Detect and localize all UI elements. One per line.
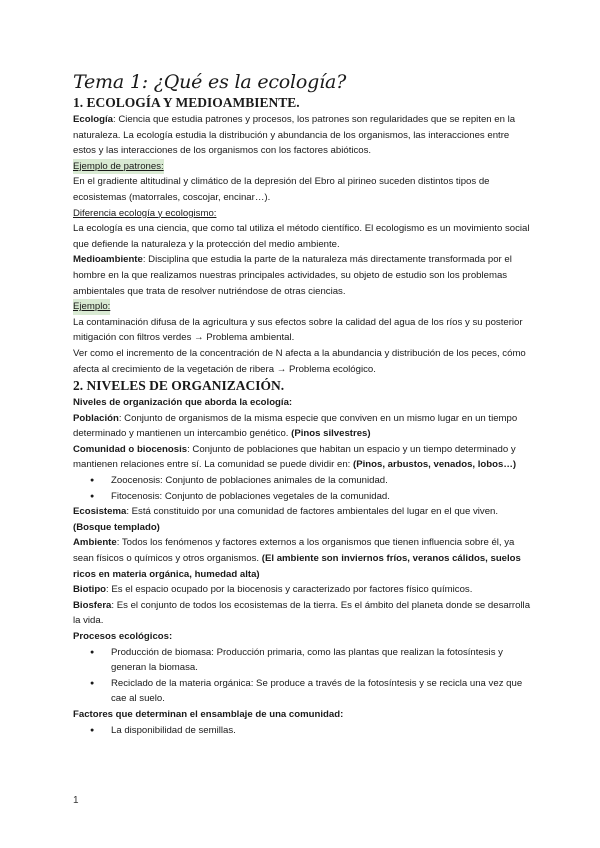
definition-ecosistema (73, 504, 533, 535)
paragraph-ejemplo-2: Ver como el incremento de la concentración de N afecta a la abundancia y distribución de los peces, cómo afecta al crecimiento de la vegetación de ribera → Problema ecológico. (73, 347, 526, 375)
term-ecosistema: Ecosistema (73, 506, 127, 518)
factores-list (73, 723, 533, 739)
list-item: ● Reciclado de la materia orgánica: Se produce a través de la fotosíntesis y se recicla una vez que cae al suelo. (111, 676, 533, 707)
section-heading-2: 2. NIVELES DE ORGANIZACIÓN. (73, 378, 285, 394)
definition-medioambiente (73, 252, 533, 299)
subheading-diferencia: Diferencia ecología y ecologismo: (73, 207, 217, 219)
subheading-wrapper (73, 299, 533, 315)
document-page (73, 70, 533, 738)
list-item: ● Zoocenosis: Conjunto de poblaciones animales de la comunidad. (111, 473, 533, 489)
list-item: ● Fitocenosis: Conjunto de poblaciones vegetales de la comunidad. (111, 489, 533, 505)
term-biotipo: Biotipo (73, 584, 107, 596)
definition-text: : Ciencia que estudia patrones y procesos, los patrones son regularidades que se repiten en la naturaleza. La ecología estudia la distribución y abundancia de los organismos, las interacciones entre estos y las interacciones de los organismos con los factores abióticos. (73, 114, 516, 157)
definition-comunidad (73, 442, 533, 473)
subheading-ejemplo-patrones: Ejemplo de patrones: (73, 159, 164, 175)
term-ecologia: Ecología (73, 114, 113, 125)
paragraph-ejemplo-patrones: En el gradiente altitudinal y climático de la depresión del Ebro al pirineo suceden distintos tipos de ecosistemas (matorrales, coscojar, encinar…). (73, 176, 490, 203)
page-number: 1 (73, 795, 79, 806)
definition-text: : Está constituido por una comunidad de factores ambientales del lugar en el que viven. (126, 506, 499, 518)
subheading-wrapper (73, 159, 533, 175)
definition-text: : Todos los fenómenos y factores externos a los organismos que tienen influencia sobre él, ya sean físicos o químicos y otros organismos. (73, 537, 515, 565)
label-procesos: Procesos ecológicos: (73, 631, 173, 642)
term-biosfera: Biosfera (73, 599, 112, 611)
definition-text: : Conjunto de organismos de la misma especie que conviven en un mismo lugar en un tiempo determinado y mantienen un intercambio genético. (73, 412, 518, 440)
subheading-wrapper (73, 206, 533, 222)
definition-biotipo (73, 582, 533, 598)
term-medioambiente: Medioambiente (73, 254, 143, 266)
example-ecosistema: (Bosque templado) (73, 521, 160, 533)
definition-ambiente (73, 535, 533, 582)
paragraph-ejemplo-1: La contaminación difusa de la agricultura y sus efectos sobre la calidad del agua de los ríos y su posterior mitigación con filtros verdes → Problema ambiental. (73, 316, 523, 344)
term-ambiente: Ambiente (73, 537, 117, 549)
definition-biosfera (73, 598, 533, 629)
label-niveles: Niveles de organización que aborda la ecología: (73, 397, 293, 409)
subheading-ejemplo: Ejemplo: (73, 299, 110, 315)
term-poblacion: Población (73, 412, 119, 424)
definition-text: : Conjunto de poblaciones que habitan un espacio y un tiempo determinado y mantienen relaciones entre sí. La comunidad se puede dividir en: (73, 443, 516, 471)
example-comunidad: (Pinos, arbustos, venados, lobos…) (353, 459, 517, 471)
section-heading-1: 1. ECOLOGÍA Y MEDIOAMBIENTE. (73, 95, 300, 110)
list-item: ● La disponibilidad de semillas. (111, 723, 533, 739)
example-ambiente: (El ambiente son inviernos fríos, veranos cálidos, suelos ricos en materia orgánica, humedad alta) (73, 553, 521, 580)
comunidad-list (73, 473, 533, 504)
example-poblacion: (Pinos silvestres) (291, 428, 371, 440)
list-item: ● Producción de biomasa: Producción primaria, como las plantas que realizan la fotosíntesis y generan la biomasa. (111, 645, 533, 676)
definition-text: : Es el espacio ocupado por la biocenosis y caracterizado por factores físico químicos. (106, 584, 473, 596)
definition-ecologia (73, 112, 533, 159)
paragraph-diferencia: La ecología es una ciencia, que como tal utiliza el método científico. El ecologismo es un movimiento social que defiende la naturaleza y la protección del medio ambiente. (73, 223, 530, 250)
label-factores: Factores que determinan el ensamblaje de una comunidad: (73, 708, 344, 720)
document-title: Tema 1: ¿Qué es la ecología? (73, 71, 347, 93)
term-comunidad: Comunidad o biocenosis (73, 443, 188, 455)
definition-text: : Disciplina que estudia la parte de la naturaleza más directamente transformada por el hombre en la que realizamos nuestras principales actividades, su objeto de estudio son los problemas ambientales que trata de resolver nutriéndose de otras ciencias. (73, 254, 512, 297)
definition-text: : Es el conjunto de todos los ecosistemas de la tierra. Es el ámbito del planeta donde se desarrolla la vida. (73, 599, 531, 627)
definition-poblacion (73, 411, 533, 442)
procesos-list (73, 645, 533, 707)
